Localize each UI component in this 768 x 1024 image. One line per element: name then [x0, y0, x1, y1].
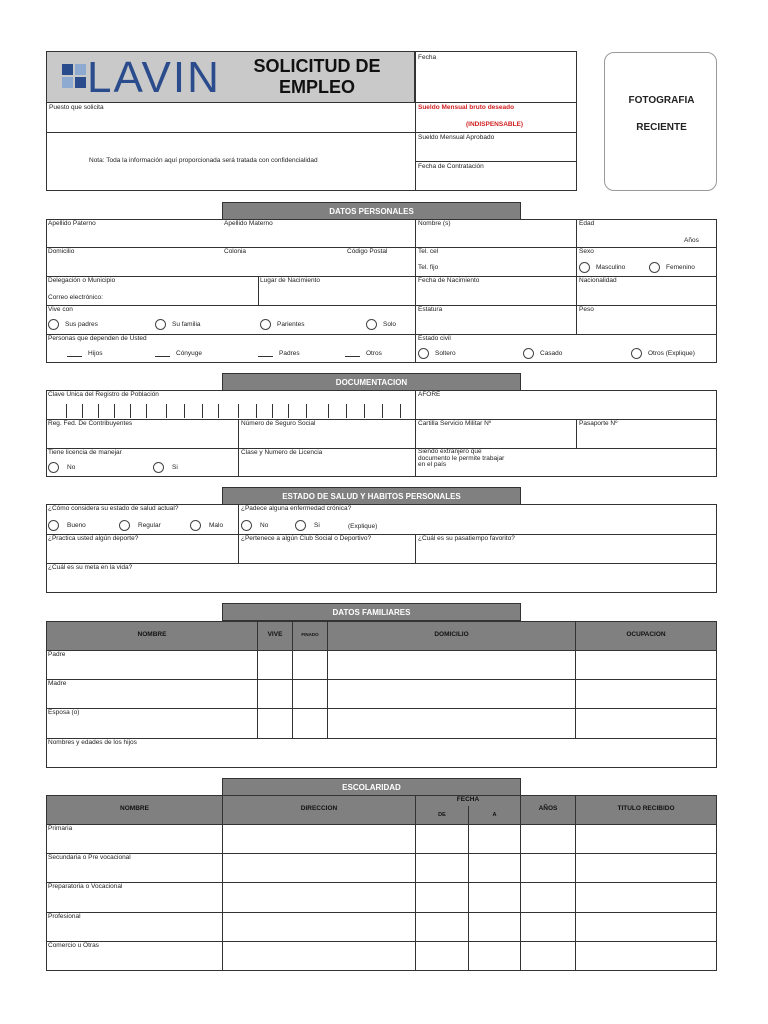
correo-label: Correo electrónico: — [48, 294, 103, 301]
nota-block — [46, 132, 416, 191]
section-title-familiares: DATOS FAMILIARES — [222, 603, 521, 621]
nss-label: Número de Seguro Social — [241, 420, 316, 427]
radio-icon[interactable] — [241, 520, 252, 531]
fecha-label: Fecha — [418, 54, 437, 61]
puesto-label: Puesto que solicita — [49, 104, 104, 111]
form-title-line2: EMPLEO — [278, 77, 355, 97]
radio-icon[interactable] — [190, 520, 201, 531]
photo-label-2: RECIENTE — [636, 122, 687, 133]
fecha-contratacion-label: Fecha de Contratación — [418, 163, 484, 170]
fecha-contratacion-field[interactable] — [415, 161, 577, 191]
esc-row-primaria: Primaria — [48, 825, 73, 832]
radio-icon[interactable] — [153, 462, 164, 473]
sexo-femenino-option[interactable]: Femenino — [649, 262, 695, 273]
fam-col-vive: VIVE — [267, 631, 283, 638]
club-label: ¿Pertenece a algún Club Social o Deportivo? — [241, 535, 372, 542]
dependen-otros[interactable]: Otros — [345, 350, 382, 357]
radio-icon[interactable] — [119, 520, 130, 531]
radio-icon[interactable] — [48, 462, 59, 473]
codigo-postal-label: Código Postal — [347, 248, 388, 255]
radio-icon[interactable] — [579, 262, 590, 273]
nombre-label: Nombre (s) — [418, 220, 451, 227]
indispensable-label: (INDISPENSABLE) — [466, 121, 524, 128]
radio-icon[interactable] — [295, 520, 306, 531]
dependen-label: Personas que dependen de Usted — [48, 335, 147, 342]
radio-icon[interactable] — [48, 520, 59, 531]
esc-row-comercio: Comercio u Otras — [48, 942, 99, 949]
salud-regular-option[interactable]: Regular — [119, 520, 161, 531]
fecha-field[interactable] — [415, 51, 577, 103]
fecha-nacimiento-label: Fecha de Nacimiento — [418, 277, 480, 284]
enfermedad-label: ¿Padece alguna enfermedad crónica? — [241, 505, 352, 512]
estado-casado-option[interactable]: Casado — [523, 348, 562, 359]
esc-row-preparatoria: Preparatoria o Vocacional — [48, 883, 123, 890]
estado-soltero-option[interactable]: Soltero — [418, 348, 456, 359]
fam-hijos-label: Nombres y edades de los hijos — [48, 739, 137, 746]
anos-label: Años — [684, 237, 699, 244]
meta-label: ¿Cuál es su meta en la vida? — [48, 564, 133, 571]
apellido-paterno-label: Apellido Paterno — [48, 220, 96, 227]
esc-col-nombre: NOMBRE — [120, 805, 149, 812]
licencia-si-option[interactable]: Si — [153, 462, 178, 473]
logo-text: LAVIN — [87, 53, 221, 102]
extranjero-label: Siendo extranjero que documento le permite trabajar en el país — [418, 448, 505, 468]
salud-malo-option[interactable]: Malo — [190, 520, 223, 531]
explique-label: (Explique) — [348, 523, 378, 530]
pasaporte-label: Pasaporte Nº — [579, 420, 618, 427]
esc-col-a: A — [492, 812, 497, 818]
photo-box — [604, 52, 717, 191]
estado-civil-label: Estado civil — [418, 335, 451, 342]
sueldo-deseado-field[interactable] — [415, 102, 577, 133]
radio-icon[interactable] — [260, 319, 271, 330]
radio-icon[interactable] — [649, 262, 660, 273]
section-title-salud: ESTADO DE SALUD Y HABITOS PERSONALES — [222, 487, 521, 505]
apellido-materno-label: Apellido Materno — [224, 220, 273, 227]
estado-otros-option[interactable]: Otros (Explique) — [631, 348, 695, 359]
domicilio-label: Domicilio — [48, 248, 75, 255]
delegacion-label: Delegación o Municipio — [48, 277, 116, 284]
vive-con-label: Vive con — [48, 306, 73, 313]
radio-icon[interactable] — [366, 319, 377, 330]
fam-row-padre: Padre — [48, 651, 66, 658]
fam-col-nombre: NOMBRE — [137, 631, 167, 638]
enfermedad-si-option[interactable]: Si — [295, 520, 320, 531]
afore-label: AFORE — [418, 391, 441, 398]
salud-bueno-option[interactable]: Bueno — [48, 520, 86, 531]
sueldo-aprobado-label: Sueldo Mensual Aprobado — [418, 134, 495, 141]
section-title-escolaridad: ESCOLARIDAD — [222, 778, 521, 796]
sexo-masculino-option[interactable]: Masculino — [579, 262, 625, 273]
colonia-label: Colonia — [224, 248, 247, 255]
section-title-personal: DATOS PERSONALES — [222, 202, 521, 220]
header-logo-block — [46, 51, 415, 103]
edad-label: Edad — [579, 220, 595, 227]
fam-col-ocupacion: OCUPACION — [626, 631, 666, 638]
sexo-label: Sexo — [579, 248, 594, 255]
dependen-padres[interactable]: Padres — [258, 350, 300, 357]
radio-icon[interactable] — [48, 319, 59, 330]
sueldo-aprobado-field[interactable] — [415, 132, 577, 162]
clase-licencia-label: Clase y Numero de Licencia — [241, 449, 323, 456]
sueldo-deseado-label: Sueldo Mensual bruto deseado — [418, 104, 515, 111]
dependen-conyuge[interactable]: Cónyuge — [155, 350, 202, 357]
esc-col-anos: AÑOS — [538, 805, 558, 812]
salud-section — [46, 504, 717, 593]
section-title-documentacion: DOCUMENTACION — [222, 373, 521, 391]
radio-icon[interactable] — [523, 348, 534, 359]
vive-sus-padres-option[interactable]: Sus padres — [48, 319, 98, 330]
vive-solo-option[interactable]: Solo — [366, 319, 396, 330]
lugar-nacimiento-label: Lugar de Nacimiento — [260, 277, 320, 284]
radio-icon[interactable] — [418, 348, 429, 359]
curp-character-boxes[interactable] — [66, 404, 406, 418]
fam-col-finado: FINADO — [301, 632, 319, 637]
vive-parientes-option[interactable]: Parientes — [260, 319, 304, 330]
nacionalidad-label: Nacionalidad — [579, 277, 617, 284]
licencia-label: Tiene licencia de manejar — [48, 449, 122, 456]
pasatiempo-label: ¿Cuál es su pasatiempo favorito? — [418, 535, 515, 542]
fam-col-domicilio: DOMICILIO — [434, 631, 469, 638]
curp-label: Clave Única del Registro de Población — [48, 391, 159, 398]
estado-salud-label: ¿Cómo considera su estado de salud actual? — [48, 505, 179, 512]
esc-col-fecha: FECHA — [456, 796, 480, 803]
tel-cel-label: Tel. cel — [418, 248, 439, 255]
licencia-no-option[interactable]: No — [48, 462, 75, 473]
dependen-hijos[interactable]: Hijos — [67, 350, 102, 357]
estatura-label: Estatura — [418, 306, 443, 313]
nota-text: Nota: Toda la información aquí proporcionada será tratada con confidencialidad — [89, 157, 318, 164]
tel-fijo-label: Tel. fijo — [418, 264, 439, 271]
form-title-line1: SOLICITUD DE — [253, 56, 381, 76]
radio-icon[interactable] — [631, 348, 642, 359]
esc-col-direccion: DIRECCION — [300, 805, 338, 812]
puesto-field[interactable] — [46, 102, 416, 133]
esc-col-de: DE — [438, 812, 446, 818]
logo-mark-icon — [62, 64, 86, 88]
esc-col-titulo: TITULO RECIBIDO — [617, 805, 675, 812]
photo-label-1: FOTOGRAFIA — [628, 95, 695, 106]
peso-label: Peso — [579, 306, 594, 313]
vive-su-familia-option[interactable]: Su familia — [155, 319, 201, 330]
enfermedad-no-option[interactable]: No — [241, 520, 268, 531]
fam-row-esposa: Esposa (o) — [48, 709, 80, 716]
rfc-label: Reg. Fed. De Contribuyentes — [48, 420, 133, 427]
deporte-label: ¿Practica usted algún deporte? — [48, 535, 139, 542]
fam-row-madre: Madre — [48, 680, 67, 687]
radio-icon[interactable] — [155, 319, 166, 330]
cartilla-label: Cartilla Servicio Militar Nº — [418, 420, 492, 427]
esc-row-profesional: Profesional — [48, 913, 81, 920]
esc-row-secundaria: Secundaria o Pre vocacional — [48, 854, 131, 861]
